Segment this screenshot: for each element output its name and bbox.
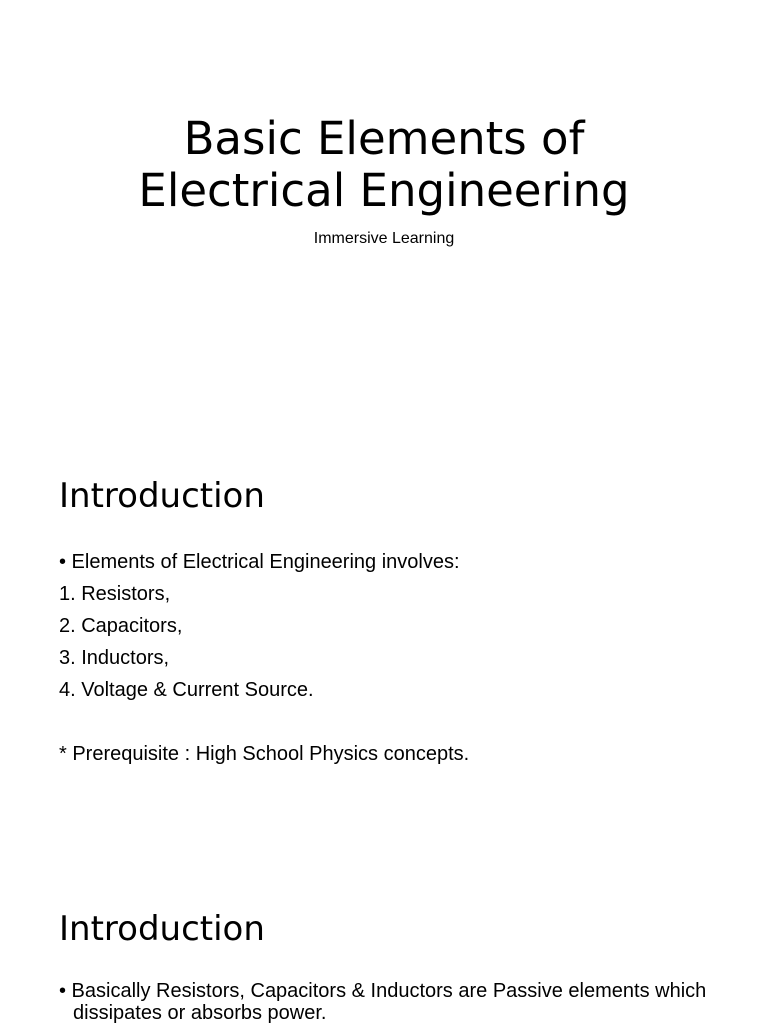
slide-heading: Introduction bbox=[59, 909, 265, 949]
title-line-1: Basic Elements of bbox=[183, 112, 585, 165]
introduction-slide-2 bbox=[0, 864, 768, 1024]
slide-body bbox=[59, 546, 719, 770]
title-line-2: Electrical Engineering bbox=[138, 164, 630, 217]
slide-heading: Introduction bbox=[59, 476, 265, 516]
list-item: 2. Capacitors, bbox=[59, 615, 183, 637]
introduction-slide bbox=[0, 432, 768, 864]
title-slide bbox=[0, 0, 768, 432]
list-item: 4. Voltage & Current Source. bbox=[59, 679, 314, 701]
bullet-item: • Basically Resistors, Capacitors & Inductors are Passive elements which dissipates or absorbs power. bbox=[59, 980, 707, 1024]
presentation-subtitle: Immersive Learning bbox=[313, 230, 455, 247]
spacer bbox=[59, 706, 719, 738]
prerequisite-note: * Prerequisite : High School Physics concepts. bbox=[59, 743, 470, 765]
presentation-title bbox=[0, 113, 768, 217]
list-item: 3. Inductors, bbox=[59, 647, 170, 669]
slide-body bbox=[59, 980, 719, 1024]
bullet-item: • Elements of Electrical Engineering involves: bbox=[59, 551, 460, 573]
list-item: 1. Resistors, bbox=[59, 583, 171, 605]
